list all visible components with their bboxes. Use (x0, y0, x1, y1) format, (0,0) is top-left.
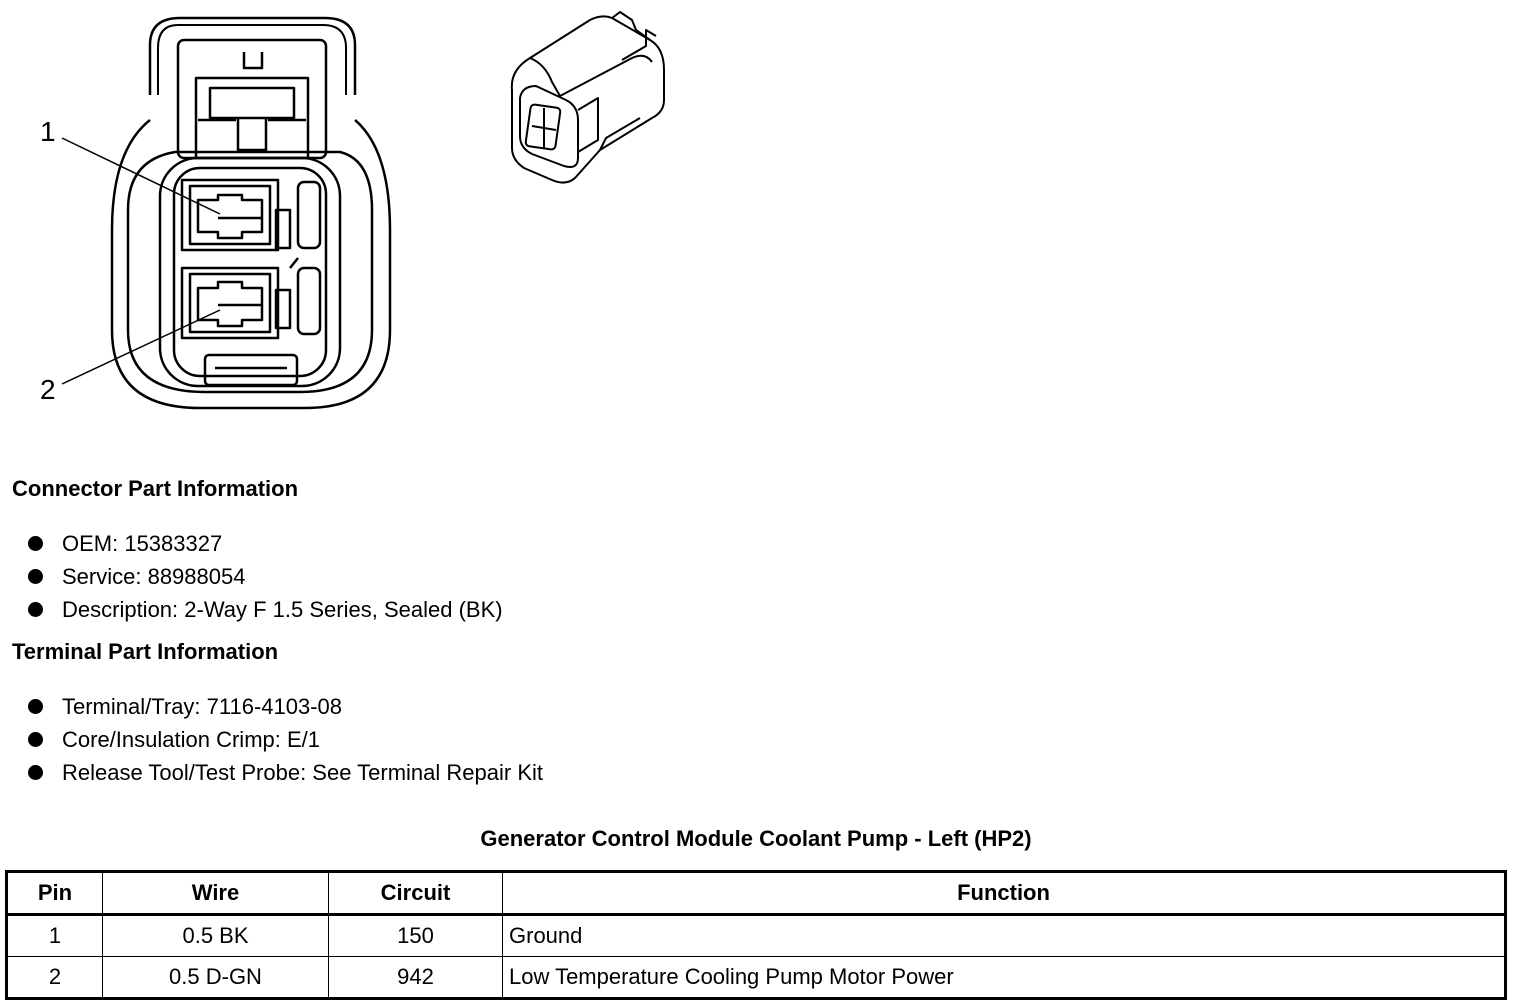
bullet-icon (28, 699, 43, 714)
bullet-icon (28, 765, 43, 780)
pin-2-label: 2 (40, 374, 56, 405)
list-item: Service: 88988054 (28, 560, 503, 593)
list-item: Core/Insulation Crimp: E/1 (28, 723, 543, 756)
pin-cell: 1 (7, 915, 103, 957)
bullet-icon (28, 602, 43, 617)
connector-drawing (0, 0, 700, 440)
list-item: Release Tool/Test Probe: See Terminal Repair Kit (28, 756, 543, 789)
function-cell: Low Temperature Cooling Pump Motor Power (503, 957, 1506, 999)
column-header-pin: Pin (7, 872, 103, 915)
pin-table-title: Generator Control Module Coolant Pump - Left (HP2) (480, 826, 1032, 851)
wire-cell: 0.5 D-GN (103, 957, 329, 999)
bullet-icon (28, 732, 43, 747)
pin-table (5, 870, 1507, 1000)
table-row (7, 957, 1506, 999)
list-item: Description: 2-Way F 1.5 Series, Sealed (BK) (28, 593, 503, 626)
wire-cell: 0.5 BK (103, 915, 329, 957)
connector-face-view (112, 18, 390, 408)
column-header-function: Function (503, 872, 1506, 915)
column-header-wire: Wire (103, 872, 329, 915)
pin-1-label: 1 (40, 116, 56, 147)
pin-2-leader (62, 310, 220, 384)
terminal-part-info-title: Terminal Part Information (12, 639, 279, 664)
column-header-circuit: Circuit (329, 872, 503, 915)
connector-isometric-view (512, 12, 664, 183)
connector-part-info-title: Connector Part Information (12, 476, 299, 501)
circuit-cell: 942 (329, 957, 503, 999)
list-item: OEM: 15383327 (28, 527, 503, 560)
function-cell: Ground (503, 915, 1506, 957)
connector-part-info-list (28, 527, 503, 626)
pin-cell: 2 (7, 957, 103, 999)
circuit-cell: 150 (329, 915, 503, 957)
terminal-part-info-list (28, 690, 543, 789)
list-item: Terminal/Tray: 7116-4103-08 (28, 690, 543, 723)
table-header-row (7, 872, 1506, 915)
table-row (7, 915, 1506, 957)
bullet-icon (28, 536, 43, 551)
bullet-icon (28, 569, 43, 584)
